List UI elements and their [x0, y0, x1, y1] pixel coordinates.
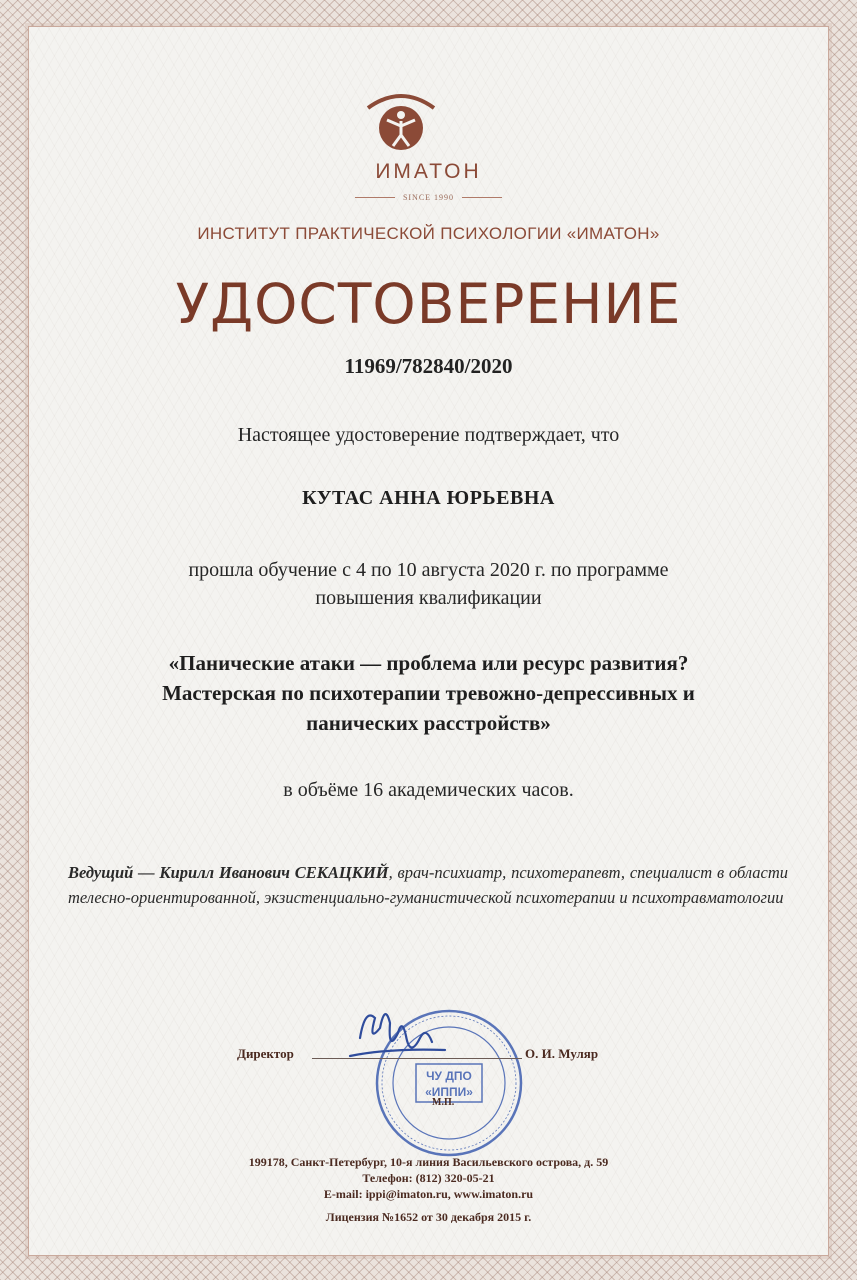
- training-text: [0, 556, 857, 612]
- course-line-2: Мастерская по психотерапии тревожно-депрессивных и: [162, 681, 695, 705]
- volume-text: в объёме 16 академических часов.: [283, 779, 574, 801]
- document-title: УДОСТОВЕРЕНИЕ: [175, 272, 682, 336]
- training-line-2: повышения квалификации: [315, 587, 542, 609]
- stamp-line-2: «ИППИ»: [425, 1085, 473, 1099]
- since-row: [0, 193, 857, 202]
- since-divider-left: [355, 197, 395, 198]
- lead-description: , врач-психиатр, психотерапевт, специалист в области телесно-ориентированной, экзистенциально-гуманистической психотерапии и психотравматологии: [68, 863, 788, 907]
- director-name: О. И. Муляр: [525, 1046, 599, 1061]
- course-line-3: панических расстройств»: [306, 711, 551, 735]
- handwritten-signature: [340, 998, 450, 1088]
- stamp-place-label: М.П.: [432, 1097, 455, 1108]
- person-name: КУТАС АННА ЮРЬЕВНА: [302, 487, 555, 509]
- stamp-line-1: ЧУ ДПО: [426, 1069, 472, 1083]
- footer-license: Лицензия №1652 от 30 декабря 2015 г.: [325, 1210, 532, 1224]
- course-line-1: «Панические атаки — проблема или ресурс развития?: [168, 651, 689, 675]
- footer-address: 199178, Санкт-Петербург, 10-я линия Васильевского острова, д. 59: [248, 1155, 609, 1169]
- registration-number: 11969/782840/2020: [344, 354, 513, 378]
- lead-instructor: [68, 860, 788, 910]
- lead-label: Ведущий — Кирилл Иванович СЕКАЦКИЙ: [68, 863, 389, 882]
- since-label: SINCE 1990: [402, 193, 455, 202]
- footer-email: E-mail: ippi@imaton.ru, www.imaton.ru: [323, 1187, 534, 1201]
- training-line-1: прошла обучение с 4 по 10 августа 2020 г. по программе: [188, 559, 669, 581]
- logo-wordmark: ИМАТОН: [375, 160, 482, 183]
- course-title: [0, 648, 857, 738]
- footer-phone: Телефон: (812) 320-05-21: [362, 1171, 495, 1185]
- institute-name: ИНСТИТУТ ПРАКТИЧЕСКОЙ ПСИХОЛОГИИ «ИМАТОН»: [197, 224, 660, 243]
- intro-text: Настоящее удостоверение подтверждает, что: [237, 424, 620, 446]
- since-divider-right: [462, 197, 502, 198]
- director-label: Директор: [237, 1046, 294, 1061]
- imaton-figure-in-circle-icon: [358, 90, 444, 160]
